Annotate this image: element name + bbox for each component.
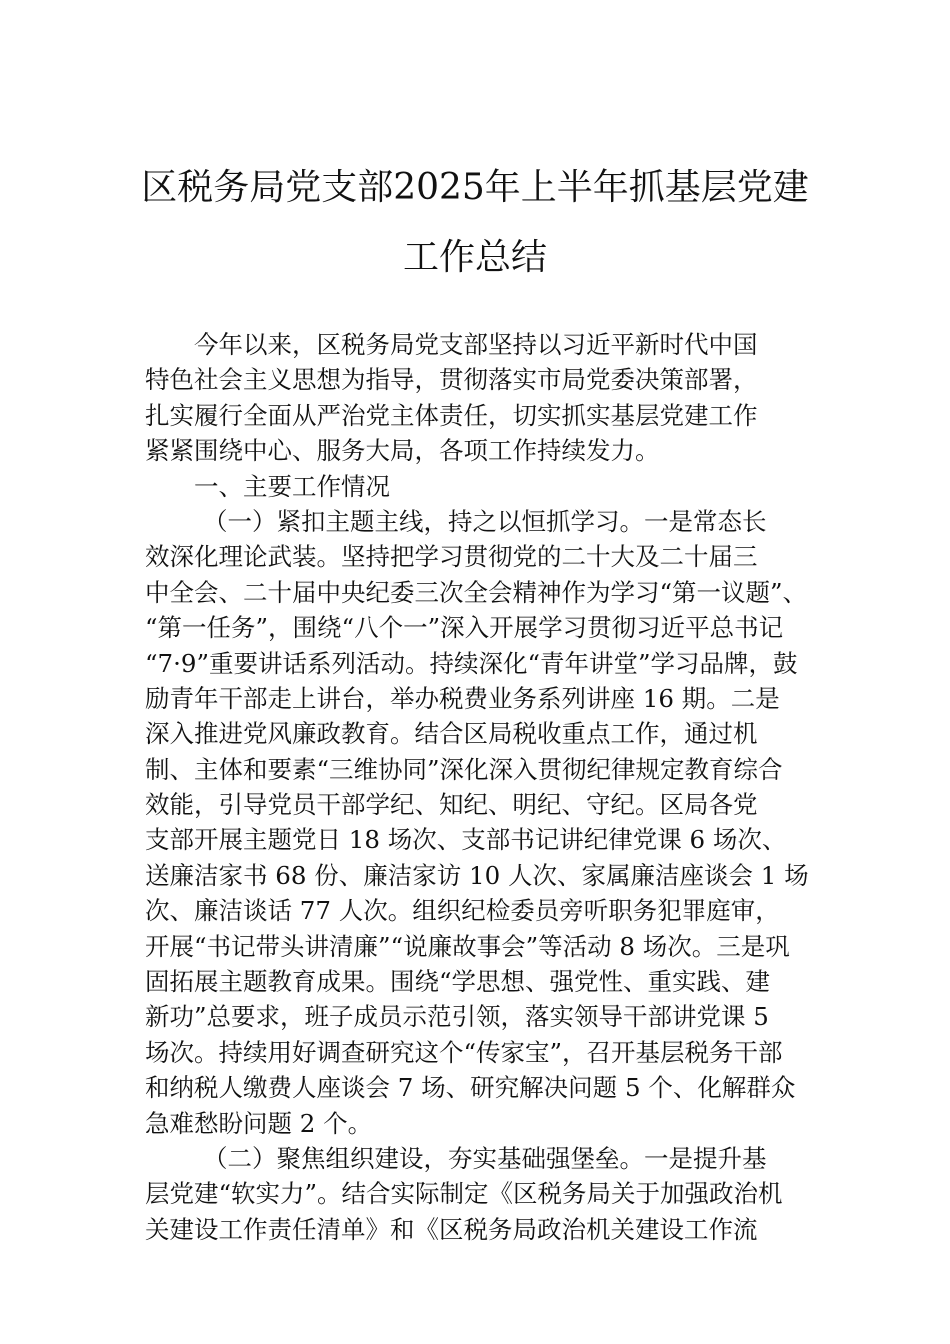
- document-body: [145, 327, 825, 1247]
- body-line: 效能，引导党员干部学纪、知纪、明纪、守纪。区局各党: [145, 790, 758, 820]
- body-line: 关建设工作责任清单》和《区税务局政治机关建设工作流: [145, 1214, 758, 1244]
- section-heading: 一、主要工作情况: [194, 471, 390, 501]
- body-line: 开展“书记带头讲清廉”“说廉故事会”等活动 8 场次。三是巩: [145, 931, 790, 961]
- body-line: 场次。持续用好调查研究这个“传家宝”，召开基层税务干部: [145, 1037, 783, 1067]
- body-line: 特色社会主义思想为指导，贯彻落实市局党委决策部署，: [145, 365, 758, 395]
- body-line: 制、主体和要素“三维协同”深化深入贯彻纪律规定教育综合: [145, 754, 783, 784]
- body-line: 和纳税人缴费人座谈会 7 场、研究解决问题 5 个、化解群众: [145, 1073, 796, 1103]
- document-title-line-1: 区税务局党支部2025年上半年抓基层党建: [141, 167, 809, 208]
- body-line: 紧紧围绕中心、服务大局，各项工作持续发力。: [145, 436, 660, 466]
- body-line: 中全会、二十届中央纪委三次全会精神作为学习“第一议题”、: [145, 577, 808, 607]
- body-line: 层党建“软实力”。结合实际制定《区税务局关于加强政治机: [145, 1179, 783, 1209]
- body-line: （一）紧扣主题主线，持之以恒抓学习。一是常态长: [203, 506, 767, 536]
- body-line: 次、廉洁谈话 77 人次。组织纪检委员旁听职务犯罪庭审，: [145, 896, 780, 926]
- body-line: “第一任务”，围绕“八个一”深入开展学习贯彻习近平总书记: [145, 613, 784, 643]
- body-line: 效深化理论武装。坚持把学习贯彻党的二十大及二十届三: [145, 542, 758, 572]
- body-line: 今年以来，区税务局党支部坚持以习近平新时代中国: [194, 330, 758, 359]
- body-line: （二）聚焦组织建设，夯实基础强堡垒。一是提升基: [203, 1143, 767, 1173]
- body-line: 送廉洁家书 68 份、廉洁家访 10 人次、家属廉洁座谈会 1 场: [145, 860, 809, 890]
- body-line: 支部开展主题党日 18 场次、支部书记讲纪律党课 6 场次、: [145, 825, 787, 855]
- body-line: 急难愁盼问题 2 个。: [145, 1108, 373, 1138]
- body-line: 励青年干部走上讲台，举办税费业务系列讲座 16 期。二是: [145, 683, 780, 713]
- body-line: “7·9”重要讲话系列活动。持续深化“青年讲堂”学习品牌，鼓: [145, 648, 798, 678]
- body-line: 固拓展主题教育成果。围绕“学思想、强党性、重实践、建: [145, 967, 771, 997]
- body-line: 扎实履行全面从严治党主体责任，切实抓实基层党建工作: [145, 400, 758, 430]
- document-title-line-2: 工作总结: [402, 237, 547, 278]
- body-line: 深入推进党风廉政教育。结合区局税收重点工作，通过机: [145, 719, 758, 749]
- body-line: 新功”总要求，班子成员示范引领，落实领导干部讲党课 5: [145, 1002, 769, 1032]
